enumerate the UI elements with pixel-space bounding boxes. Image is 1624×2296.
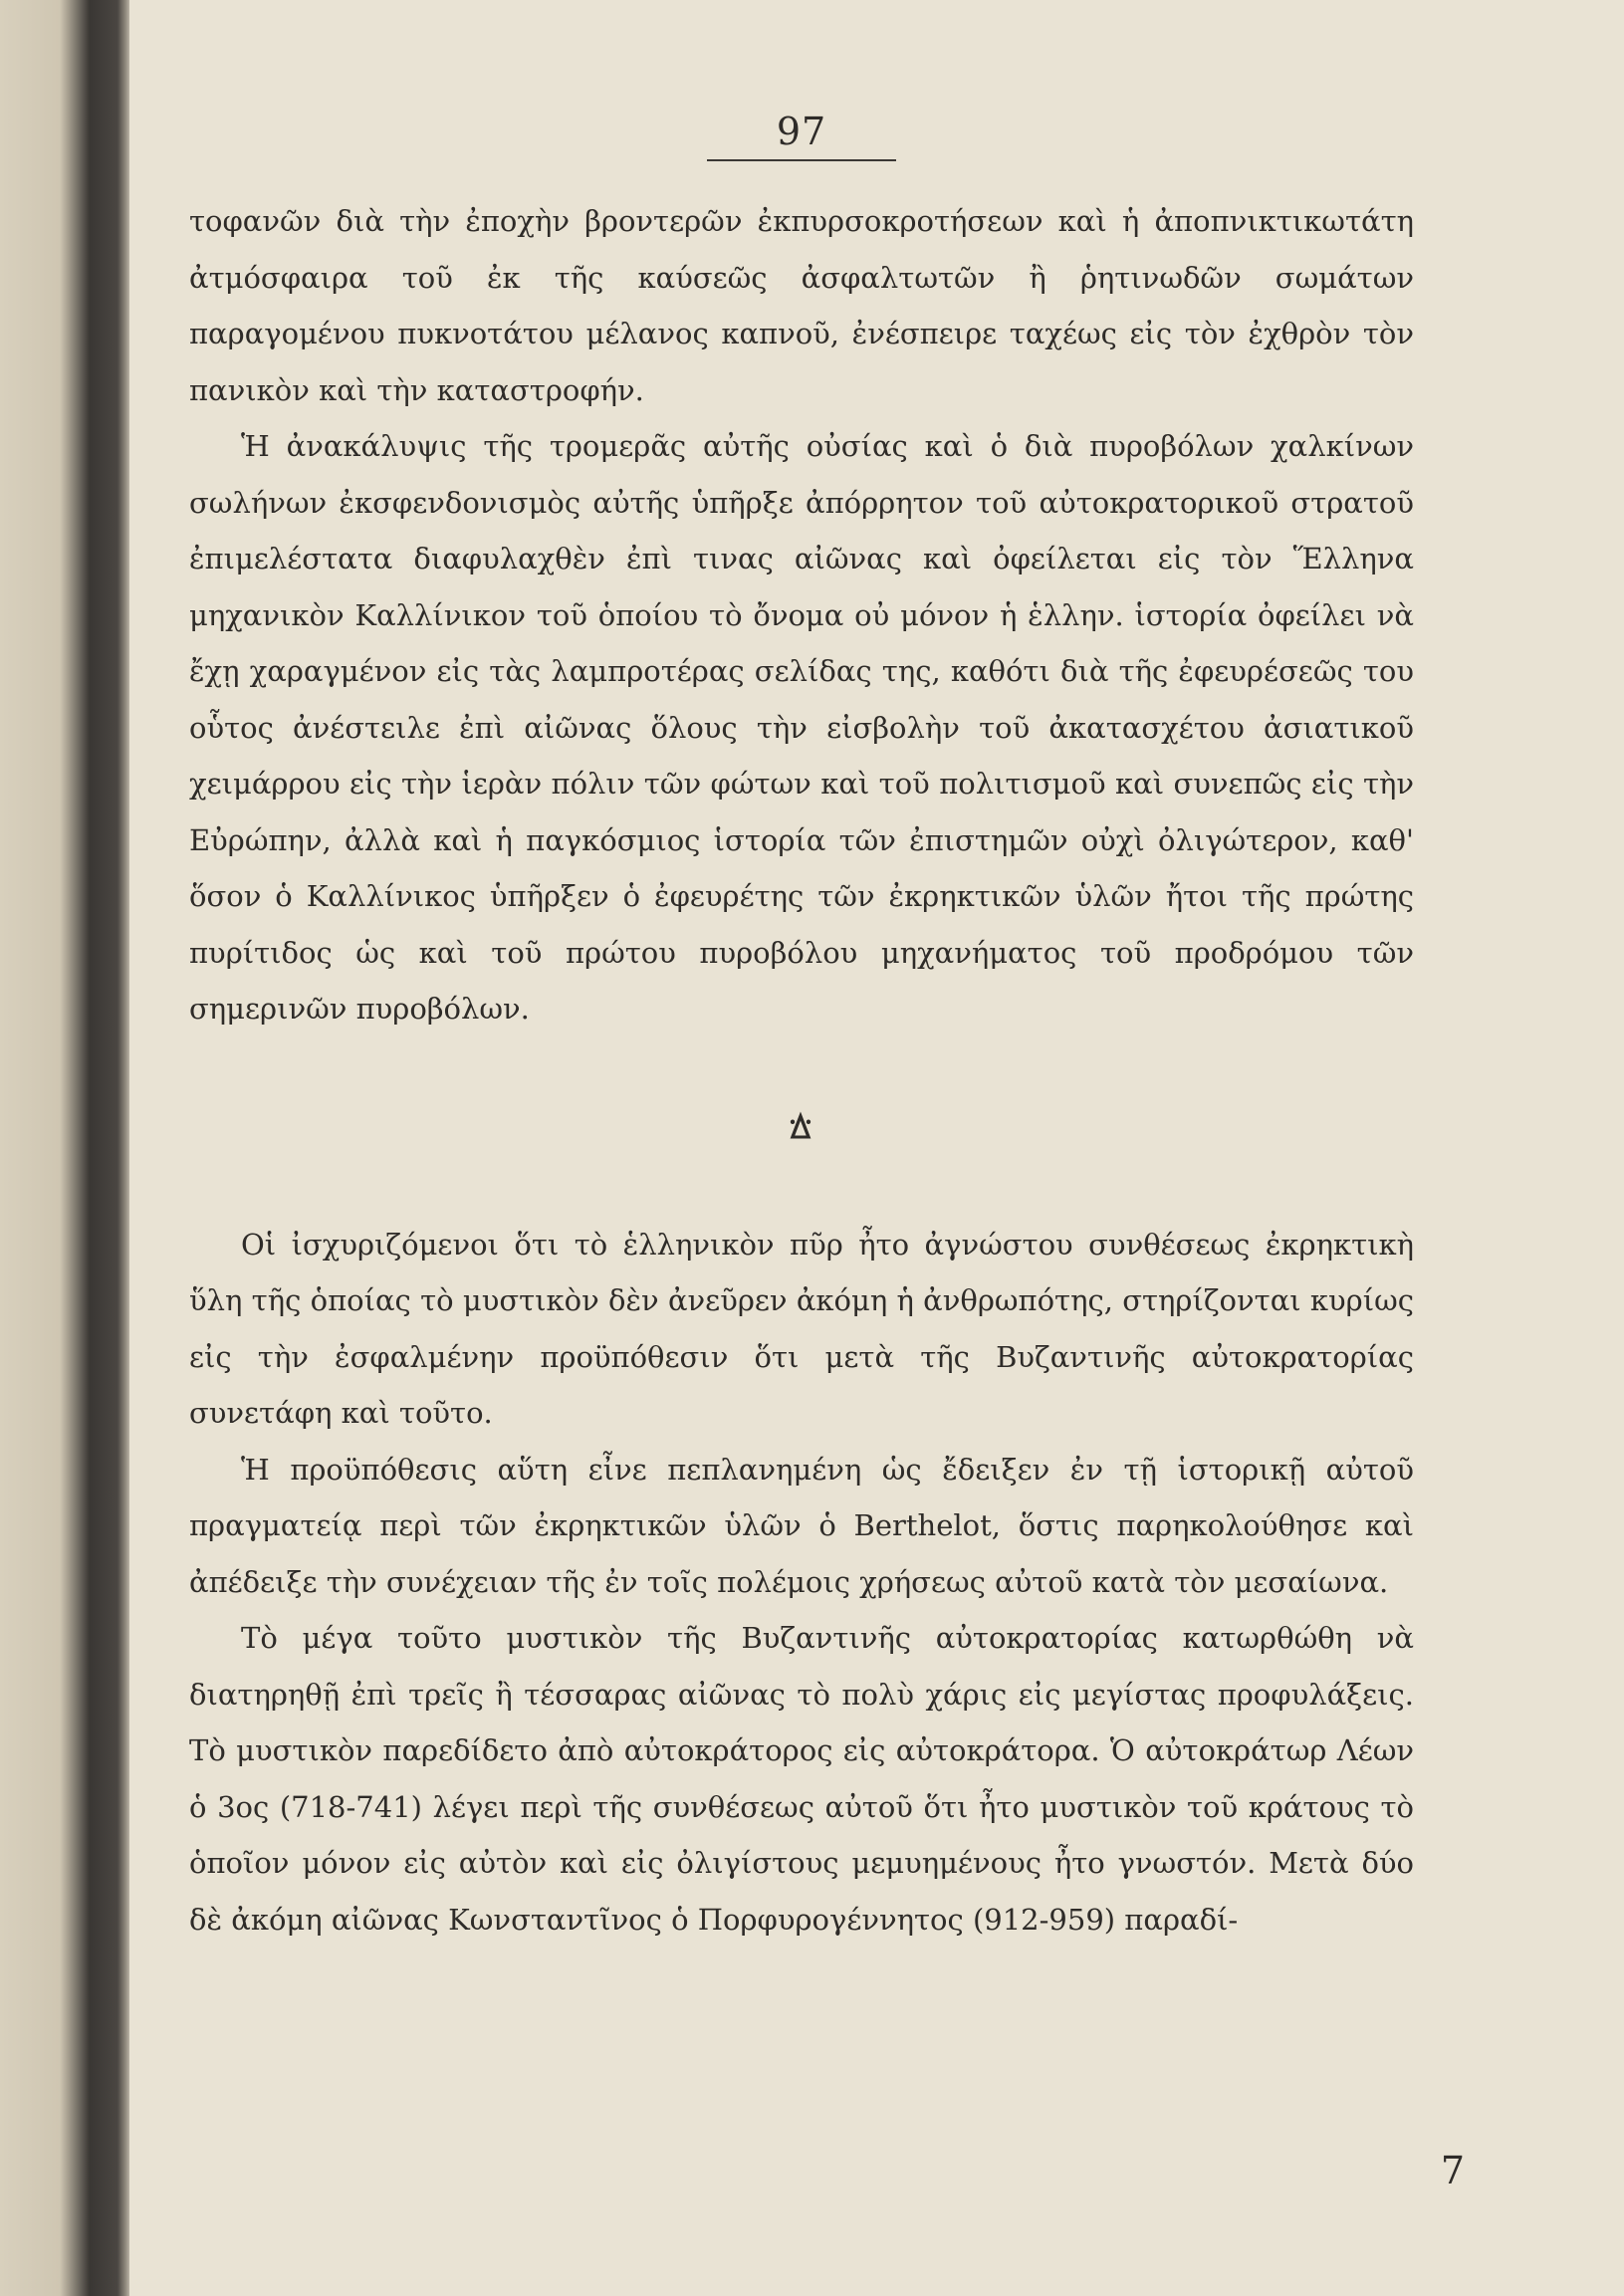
paragraph-1: τοφανῶν διὰ τὴν ἐποχὴν βροντερῶν ἐκπυρσοκροτήσεων καὶ ἡ ἀποπνικτικωτάτη ἀτμόσφαιρα τοῦ ἐκ τῆς καύσεῶς ἀσφαλτωτῶν ἢ ῥητινωδῶν σωμάτων παραγομένου πυκνοτάτου μέλανος καπνοῦ, ἐνέσπειρε ταχέως εἰς τὸν ἐχθρὸν τὸν πανικὸν καὶ τὴν καταστροφήν. [189,204,1414,407]
header-rule [707,159,896,161]
section-ornament: ꕖ [789,1106,814,1147]
paragraph-3: Οἱ ἰσχυριζόμενοι ὅτι τὸ ἑλληνικὸν πῦρ ἦτο ἀγνώστου συνθέσεως ἐκρηκτικὴ ὕλη τῆς ὁποίας τὸ μυστικὸν δὲν ἀνεῦρεν ἀκόμη ἡ ἀνθρωπότης, στηρίζονται κυρίως εἰς τὴν ἐσφαλμένην προϋπόθεσιν ὅτι μετὰ τῆς Βυζαντινῆς αὐτοκρατορίας συνετάφη καὶ τοῦτο. [189,1227,1414,1430]
paragraph-4: Ἡ προϋπόθεσις αὕτη εἶνε πεπλανημένη ὡς ἔδειξεν ἐν τῇ ἱστορικῇ αὐτοῦ πραγματείᾳ περὶ τῶν ἐκρηκτικῶν ὑλῶν ὁ Berthelot, ὅστις παρηκολούθησε καὶ ἀπέδειξε τὴν συνέχειαν τῆς ἐν τοῖς πολέμοις χρήσεως αὐτοῦ κατὰ τὸν μεσαίωνα. [189,1452,1414,1599]
book-page [189,110,1414,1948]
page-number: 97 [776,110,827,153]
paragraph-5: Τὸ μέγα τοῦτο μυστικὸν τῆς Βυζαντινῆς αὐτοκρατορίας κατωρθώθη νὰ διατηρηθῇ ἐπὶ τρεῖς ἢ τέσσαρας αἰῶνας τὸ πολὺ χάρις εἰς μεγίστας προφυλάξεις. Τὸ μυστικὸν παρεδίδετο ἀπὸ αὐτοκράτορος εἰς αὐτοκράτορα. Ὁ αὐτοκράτωρ Λέων ὁ 3ος (718-741) λέγει περὶ τῆς συνθέσεως αὐτοῦ ὅτι ἦτο μυστικὸν τοῦ κράτους τὸ ὁποῖον μόνον εἰς αὐτὸν καὶ εἰς ὀλιγίστους μεμυημένους ἦτο γνωστόν. Μετὰ δύο δὲ ἀκόμη αἰῶνας Κωνσταντῖνος ὁ Πορφυρογέννητος (912-959) παραδί- [189,1621,1414,1937]
binding-shadow [0,0,129,2296]
paragraph-2: Ἡ ἀνακάλυψις τῆς τρομερᾶς αὐτῆς οὐσίας καὶ ὁ διὰ πυροβόλων χαλκίνων σωλήνων ἐκσφενδονισμὸς αὐτῆς ὑπῆρξε ἀπόρρητον τοῦ αὐτοκρατορικοῦ στρατοῦ ἐπιμελέστατα διαφυλαχθὲν ἐπὶ τινας αἰῶνας καὶ ὀφείλεται εἰς τὸν Ἕλληνα μηχανικὸν Καλλίνικον τοῦ ὁποίου τὸ ὄνομα οὐ μόνον ἡ ἑλλην. ἱστορία ὀφείλει νὰ ἔχῃ χαραγμένον εἰς τὰς λαμπροτέρας σελίδας της, καθότι διὰ τῆς ἐφευρέσεῶς του οὗτος ἀνέστειλε ἐπὶ αἰῶνας ὅλους τὴν εἰσβολὴν τοῦ ἀκατασχέτου ἀσιατικοῦ χειμάρρου εἰς τὴν ἱερὰν πόλιν τῶν φώτων καὶ τοῦ πολιτισμοῦ καὶ συνεπῶς εἰς τὴν Εὐρώπην, ἀλλὰ καὶ ἡ παγκόσμιος ἱστορία τῶν ἐπιστημῶν οὐχὶ ὀλιγώτερον, καθ' ὅσον ὁ Καλλίνικος ὑπῆρξεν ὁ ἐφευρέτης τῶν ἐκρηκτικῶν ὑλῶν ἤτοι τῆς πρώτης πυρίτιδος ὡς καὶ τοῦ πρώτου πυροβόλου μηχανήματος τοῦ προδρόμου τῶν σημερινῶν πυροβόλων. [189,429,1414,1026]
signature-mark: 7 [1440,2149,1465,2192]
